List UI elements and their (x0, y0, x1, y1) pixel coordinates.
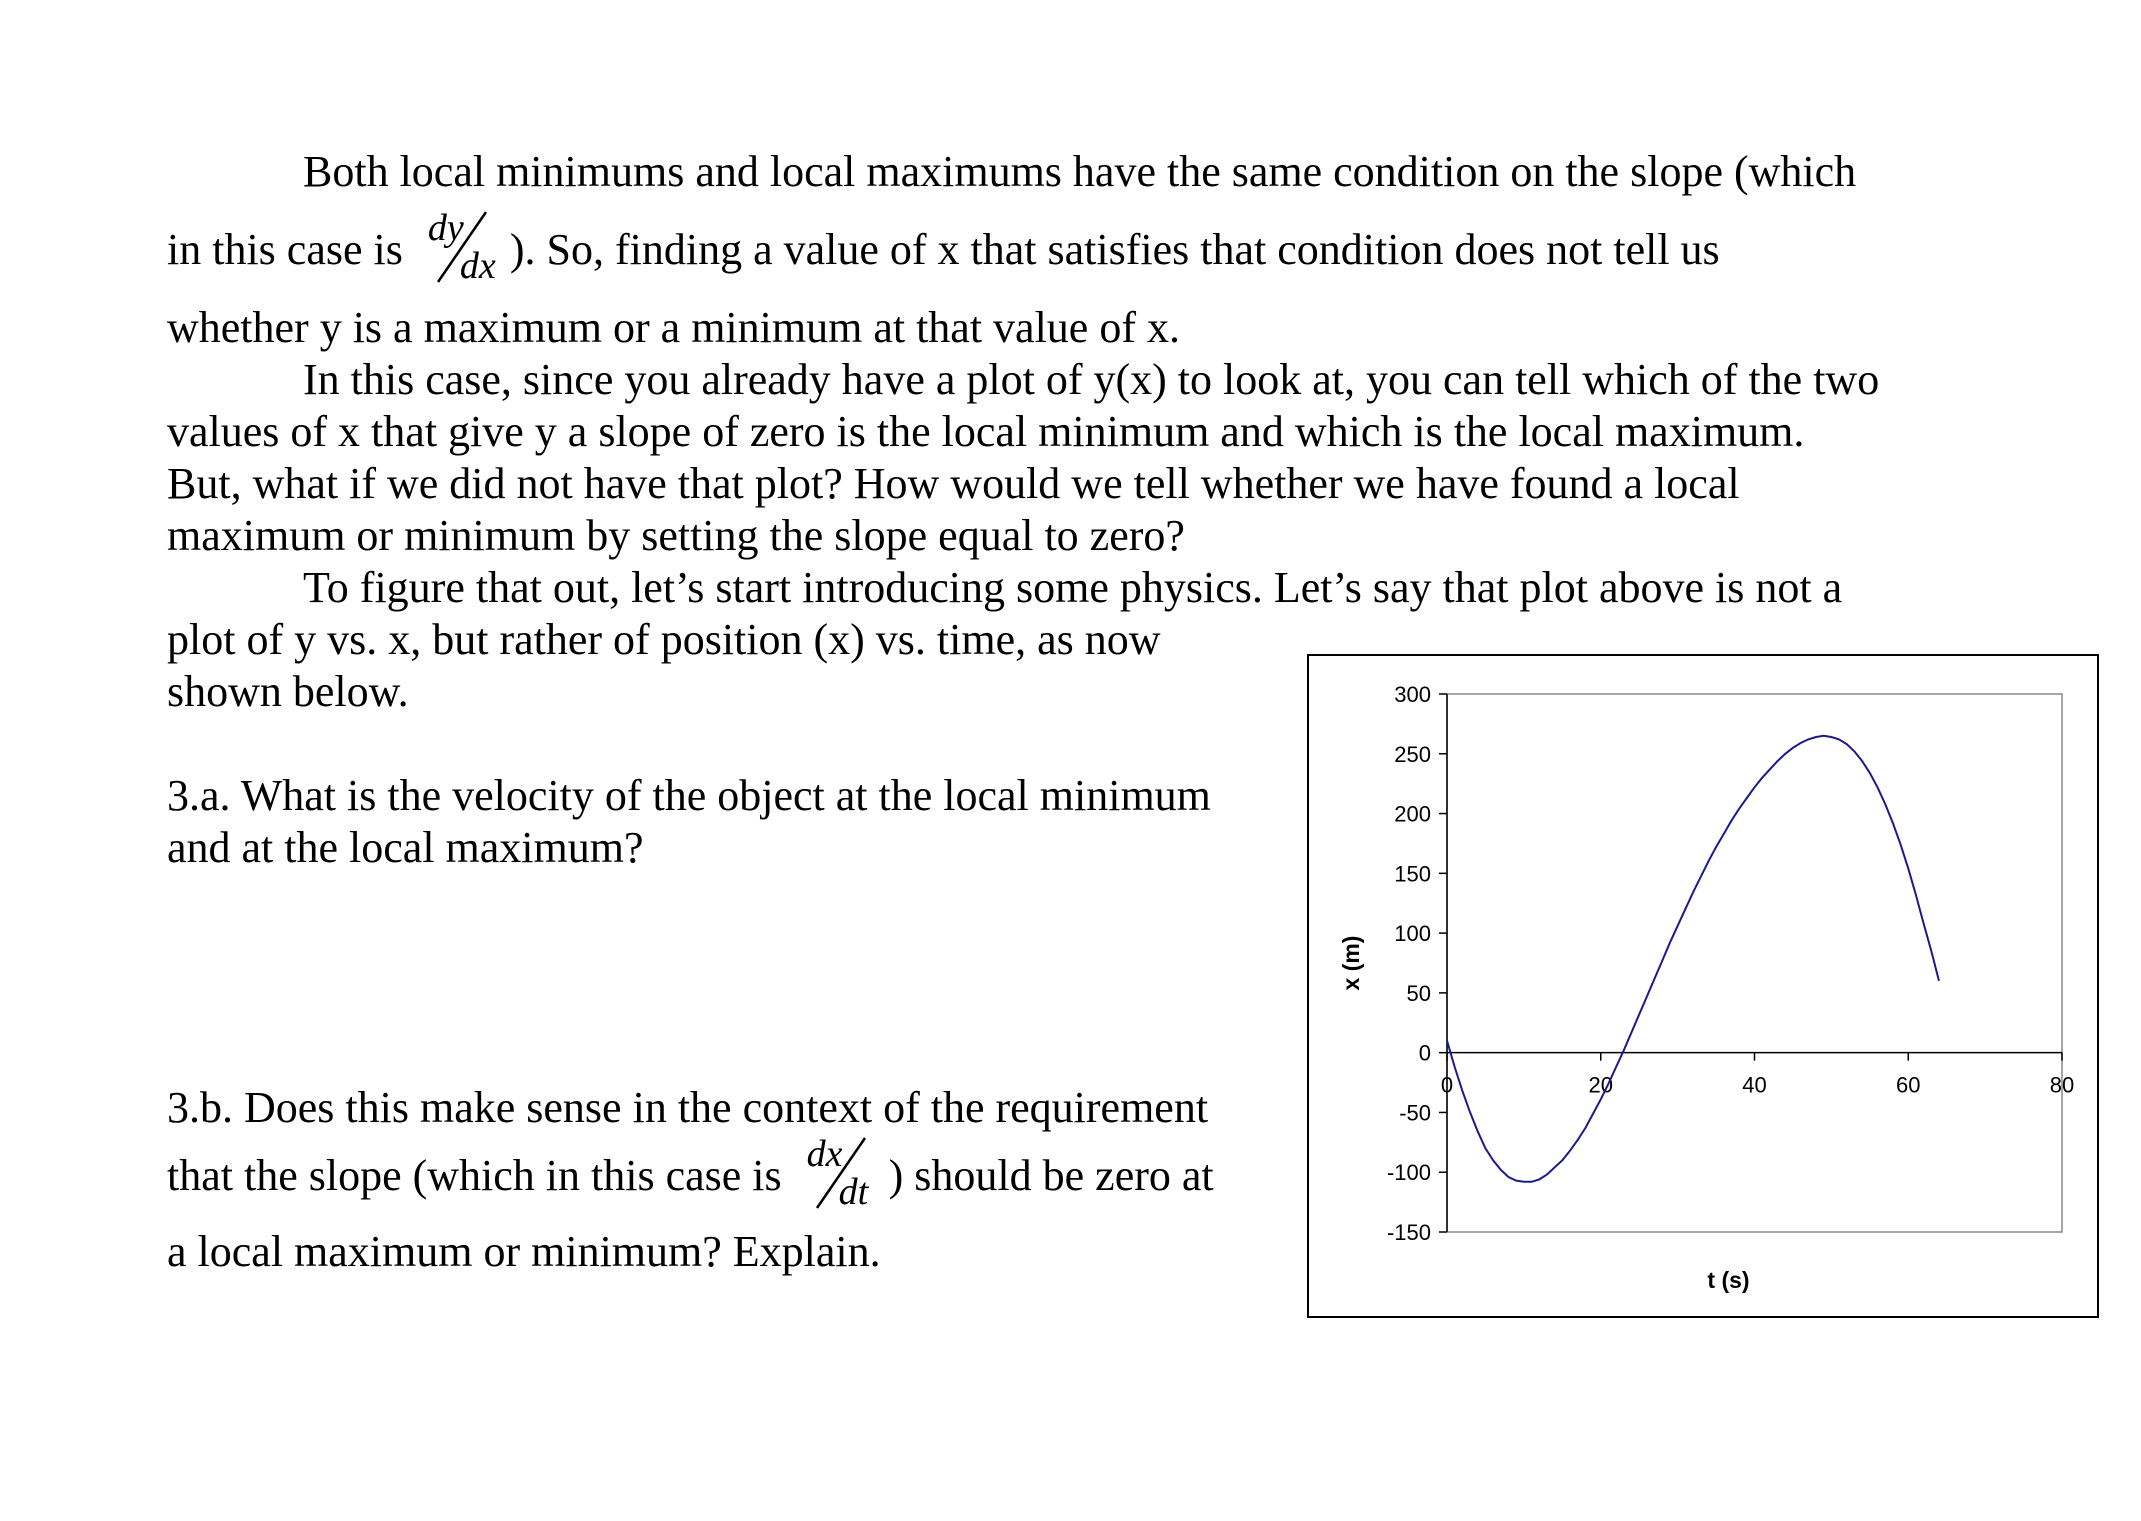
fraction-numerator: dx (806, 1133, 843, 1175)
y-tick-label: -50 (1399, 1100, 1431, 1126)
paragraph2-line2: values of x that give y a slope of zero is the local minimum and which is the local maximum. (167, 407, 1805, 456)
fraction-dx-dt (793, 1133, 889, 1213)
y-tick-label: 0 (1418, 1040, 1431, 1066)
x-tick-label: 40 (1742, 1072, 1767, 1098)
paragraph1-line2 (167, 207, 1720, 287)
x-tick-label: 60 (1896, 1072, 1921, 1098)
fraction-numerator: dy (427, 207, 464, 249)
chart-svg (1309, 656, 2097, 1316)
y-tick-label: -100 (1386, 1160, 1431, 1186)
fraction-denominator: dx (459, 245, 496, 287)
question-3a-line2: and at the local maximum? (167, 823, 644, 872)
y-tick-label: 250 (1394, 741, 1431, 767)
paragraph2-line4: maximum or minimum by setting the slope equal to zero? (167, 511, 1185, 560)
paragraph1-line2-suffix: ). So, finding a value of x that satisfies that condition does not tell us (509, 225, 1720, 274)
x-tick-label: 20 (1588, 1072, 1613, 1098)
fraction-denominator: dt (838, 1171, 869, 1213)
y-axis-label: x (m) (1338, 935, 1364, 991)
position-time-chart (1307, 654, 2099, 1318)
x-tick-label: 80 (2049, 1072, 2075, 1098)
y-tick-label: 150 (1394, 861, 1431, 887)
y-tick-label: 50 (1406, 980, 1431, 1006)
paragraph1-line1: Both local minimums and local maximums have the same condition on the slope (which (303, 147, 1857, 196)
y-tick-label: 200 (1394, 801, 1431, 827)
y-tick-label: 100 (1394, 921, 1431, 947)
question-3b-line2 (167, 1133, 1214, 1213)
y-tick-label: 300 (1394, 682, 1431, 707)
question-3a-line1: 3.a. What is the velocity of the object at the local minimum (167, 771, 1211, 820)
y-tick-label: -150 (1386, 1220, 1431, 1245)
x-axis-label: t (s) (1707, 1267, 1750, 1293)
x-tick-label: 0 (1440, 1072, 1454, 1098)
paragraph1-line3: whether y is a maximum or a minimum at that value of x. (167, 303, 1180, 352)
question-3b-line2-suffix: ) should be zero at (888, 1151, 1214, 1200)
fraction-dy-dx (414, 207, 510, 287)
plot-area-border (1447, 694, 2062, 1232)
question-3b-line3: a local maximum or minimum? Explain. (167, 1227, 881, 1276)
paragraph3-line3: shown below. (167, 667, 409, 716)
paragraph1-line2-prefix: in this case is (167, 225, 403, 274)
paragraph2-line1: In this case, since you already have a plot of y(x) to look at, you can tell which of the two (303, 355, 1880, 404)
question-3b-line2-prefix: that the slope (which in this case is (167, 1151, 782, 1200)
question-3b-line1: 3.b. Does this make sense in the context of the requirement (167, 1083, 1209, 1132)
paragraph2-line3: But, what if we did not have that plot? How would we tell whether we have found a local (167, 459, 1740, 508)
series-line (1447, 736, 1939, 1182)
paragraph3-line2: plot of y vs. x, but rather of position (x) vs. time, as now (167, 615, 1161, 664)
paragraph3-line1: To figure that out, let’s start introducing some physics. Let’s say that plot above is not a (303, 563, 1843, 612)
